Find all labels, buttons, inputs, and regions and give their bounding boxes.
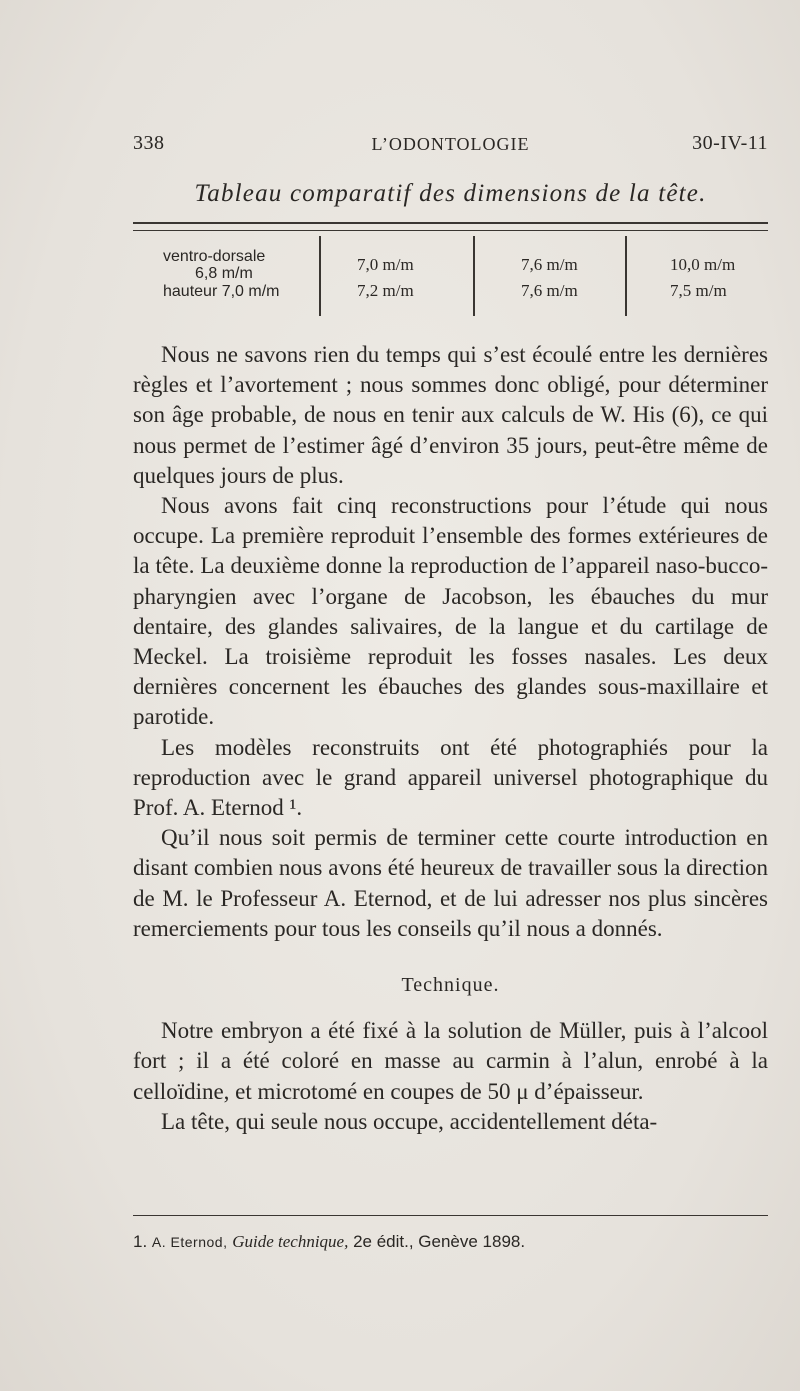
footnote-rule — [133, 1215, 768, 1216]
table-cell-col2 — [321, 236, 473, 316]
col3-value-1: 7,6 m/m — [521, 255, 578, 274]
paragraph: Nous avons fait cinq reconstructions pour l’étude qui nous occupe. La première reproduit l’ensemble des formes extérieures de la tête. La deuxième donne la reproduction de l’appareil naso-bucco-pharyngien avec l’organe de Jacobson, les ébauches du mur dentaire, des glandes salivaires, de la langue et du cartilage de Meckel. La troisième reproduit les fosses nasales. Les deux dernières concernent les ébauches des glandes sous-maxillaire et parotide. — [133, 493, 768, 730]
paragraph: La tête, qui seule nous occupe, accidentellement déta- — [161, 1108, 658, 1134]
body-text — [133, 340, 768, 1137]
running-head — [133, 132, 768, 162]
table-cell-col4 — [627, 236, 768, 316]
label-ventro-dorsale: ventro-dorsale — [163, 248, 266, 265]
table-top-rule — [133, 222, 768, 231]
section-heading: Technique. — [401, 974, 500, 997]
footnote-author: A. Eternod, — [151, 1234, 228, 1250]
table-cell-col3 — [475, 236, 625, 316]
footnote — [133, 1232, 768, 1252]
col2-value-2: 7,2 m/m — [357, 281, 414, 300]
col3-value-2: 7,6 m/m — [521, 281, 578, 300]
dimensions-table — [133, 236, 768, 316]
issue-date: 30-IV-11 — [692, 132, 768, 154]
paragraph: Notre embryon a été fixé à la solution de Müller, puis à l’alcool fort ; il a été coloré en masse au carmin à l’alun, enrobé à la celloïdine, et microtomé en coupes de 50 μ d’épaisseur. — [133, 1018, 768, 1104]
footnote-edition: 2e édit., Genève 1898. — [353, 1232, 526, 1251]
paragraph: Qu’il nous soit permis de terminer cette courte introduction en disant combien nous avons été heureux de travailler sous la direction de M. le Professeur A. Eternod, et de lui adresser nos plus sincères remerciements pour tous les conseils qu’il nous a donnés. — [133, 825, 768, 941]
page-number: 338 — [133, 132, 165, 154]
table-title: Tableau comparatif des dimensions de la tête. — [194, 180, 707, 207]
table-cell-label — [133, 236, 318, 316]
paragraph: Les modèles reconstruits ont été photographiés pour la reproduction avec le grand appareil universel photographique du Prof. A. Eternod ¹. — [133, 734, 768, 821]
footnote-title: Guide technique, — [232, 1232, 349, 1251]
paragraph: Nous ne savons rien du temps qui s’est écoulé entre les dernières règles et l’avortement ; nous sommes donc obligé, pour déterminer son âge probable, de nous en tenir aux calculs de W. His (6), ce qui nous permet de l’estimer âgé d’environ 35 jours, peut-être même de quelques jours de plus. — [133, 342, 768, 488]
footnote-marker: 1. — [133, 1232, 148, 1251]
col4-value-2: 7,5 m/m — [670, 281, 727, 300]
label-hauteur: hauteur 7,0 m/m — [163, 283, 280, 300]
col2-value-1: 7,0 m/m — [357, 255, 414, 274]
value-ventro-dorsale: 6,8 m/m — [195, 265, 253, 282]
journal-title: L’ODONTOLOGIE — [371, 134, 530, 154]
col4-value-1: 10,0 m/m — [670, 255, 736, 274]
